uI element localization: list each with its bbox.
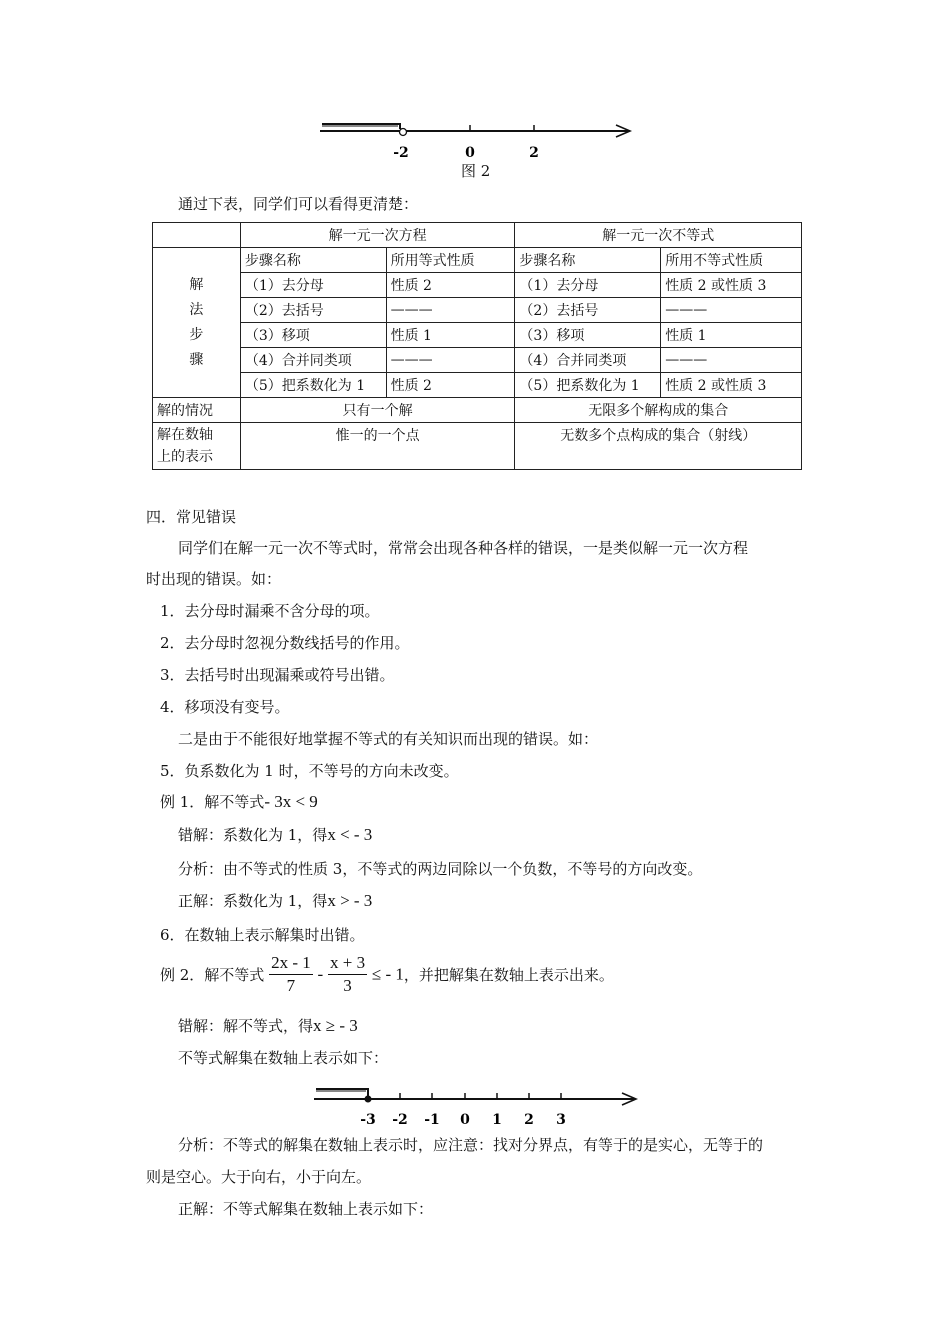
comparison-table [152,222,802,470]
example-1: 例 1．解不等式- 3x < 9 [160,792,318,811]
list-item: 3．去括号时出现漏乘或符号出错。 [160,666,395,684]
section-heading: 四．常见错误 [146,508,237,526]
table-cell: ——— [661,298,802,323]
paragraph-line: 同学们在解一元一次不等式时，常常会出现各种各样的错误，一是类似解一元一次方程 [178,539,749,557]
table-cell: 性质 1 [661,323,802,348]
ex1-analysis: 分析：由不等式的性质 3，不等式的两边同除以一个负数，不等号的方向改变。 [178,860,703,878]
list-item: 5．负系数化为 1 时，不等号的方向未改变。 [160,762,459,780]
paragraph-line: 二是由于不能很好地掌握不等式的有关知识而出现的错误。如： [178,730,599,748]
fig3-tick-label: 1 [492,1112,502,1128]
table-cell: 性质 1 [386,323,515,348]
table-cell: 性质 2 或性质 3 [661,273,802,298]
table-cell: （4）合并同类项 [515,348,661,373]
ineq-solution-cell: 无限多个解构成的集合 [515,398,802,423]
fig2-tick-label: -2 [393,145,409,160]
table-cell: （5）把系数化为 1 [240,373,386,398]
table-cell: （1）去分母 [240,273,386,298]
right-numline-intro: 正解：不等式解集在数轴上表示如下： [178,1200,434,1218]
fig3-tick-label: -2 [392,1112,408,1128]
figure-2-caption: 图 2 [461,162,491,180]
ex1-right-solution: 正解：系数化为 1，得x > - 3 [178,891,373,910]
example-2: 例 2．解不等式 $\frac{2x - 1}{7}$ - $\frac{x + 3}{3}$ ≤ - 1，并把解集在数轴上表示出来。 [160,953,614,995]
table-cell: （4）合并同类项 [240,348,386,373]
fig3-tick-label: 0 [460,1112,470,1128]
header-equation: 解一元一次方程 [240,223,515,248]
table-row [153,373,802,398]
subheader-prop-eq: 所用等式性质 [386,248,515,273]
eq-numline-cell: 惟一的一个点 [240,423,515,470]
list-item: 6．在数轴上表示解集时出错。 [160,926,365,944]
table-cell: （5）把系数化为 1 [515,373,661,398]
ex2-fraction-1: $\frac{2x - 1}{7}$ [271,953,311,995]
table-cell: （2）去括号 [515,298,661,323]
table-cell: ——— [661,348,802,373]
ex2-fraction-2: $\frac{x + 3}{3}$ [330,953,366,995]
row-label-solution: 解的情况 [153,398,241,423]
list-item: 2．去分母时忽视分数线括号的作用。 [160,634,410,652]
table-cell: （3）移项 [515,323,661,348]
analysis-line: 则是空心。大于向右，小于向左。 [146,1168,372,1186]
fig2-tick-label: 0 [465,145,475,160]
subheader-prop-ineq: 所用不等式性质 [661,248,802,273]
table-cell: ——— [386,348,515,373]
table-corner-cell [153,223,241,248]
table-cell: 性质 2 [386,373,515,398]
ex1-inequality: - 3x < 9 [264,792,318,811]
subheader-step-ineq: 步骤名称 [515,248,661,273]
table-row [153,273,802,298]
table-cell: （1）去分母 [515,273,661,298]
fig3-tick-label: -1 [424,1112,440,1128]
numline-intro: 不等式解集在数轴上表示如下： [178,1049,389,1067]
figure-3-number-line [308,1080,648,1128]
table-cell: （3）移项 [240,323,386,348]
ineq-numline-cell: 无数多个点构成的集合（射线） [515,423,802,470]
figure-2-number-line [312,112,642,160]
table-cell: 性质 2 [386,273,515,298]
fig3-tick-label: -3 [360,1112,376,1128]
table-row [153,323,802,348]
paragraph-line: 时出现的错误。如： [146,570,282,588]
table-row [153,298,802,323]
row-label-method: 解 法 步 骤 [153,248,241,398]
list-item: 4．移项没有变号。 [160,698,290,716]
table-row [153,348,802,373]
table-cell: 性质 2 或性质 3 [661,373,802,398]
list-item: 1．去分母时漏乘不含分母的项。 [160,602,380,620]
subheader-step-eq: 步骤名称 [240,248,386,273]
intro-text: 通过下表，同学们可以看得更清楚： [178,195,419,213]
fig3-tick-label: 2 [524,1112,534,1128]
fig3-tick-label: 3 [556,1112,566,1128]
table-row [153,248,802,273]
eq-solution-cell: 只有一个解 [240,398,515,423]
table-cell: ——— [386,298,515,323]
header-inequality: 解一元一次不等式 [515,223,802,248]
row-label-numline: 解在数轴 上的表示 [153,423,241,470]
table-header-row [153,223,802,248]
analysis-line: 分析：不等式的解集在数轴上表示时，应注意：找对分界点，有等于的是实心，无等于的 [178,1136,764,1154]
table-cell: （2）去括号 [240,298,386,323]
ex2-wrong-solution: 错解：解不等式，得x ≥ - 3 [178,1016,358,1035]
fig2-tick-label: 2 [529,145,539,160]
table-row [153,423,802,470]
table-row [153,398,802,423]
ex1-wrong-solution: 错解：系数化为 1，得x < - 3 [178,825,373,844]
